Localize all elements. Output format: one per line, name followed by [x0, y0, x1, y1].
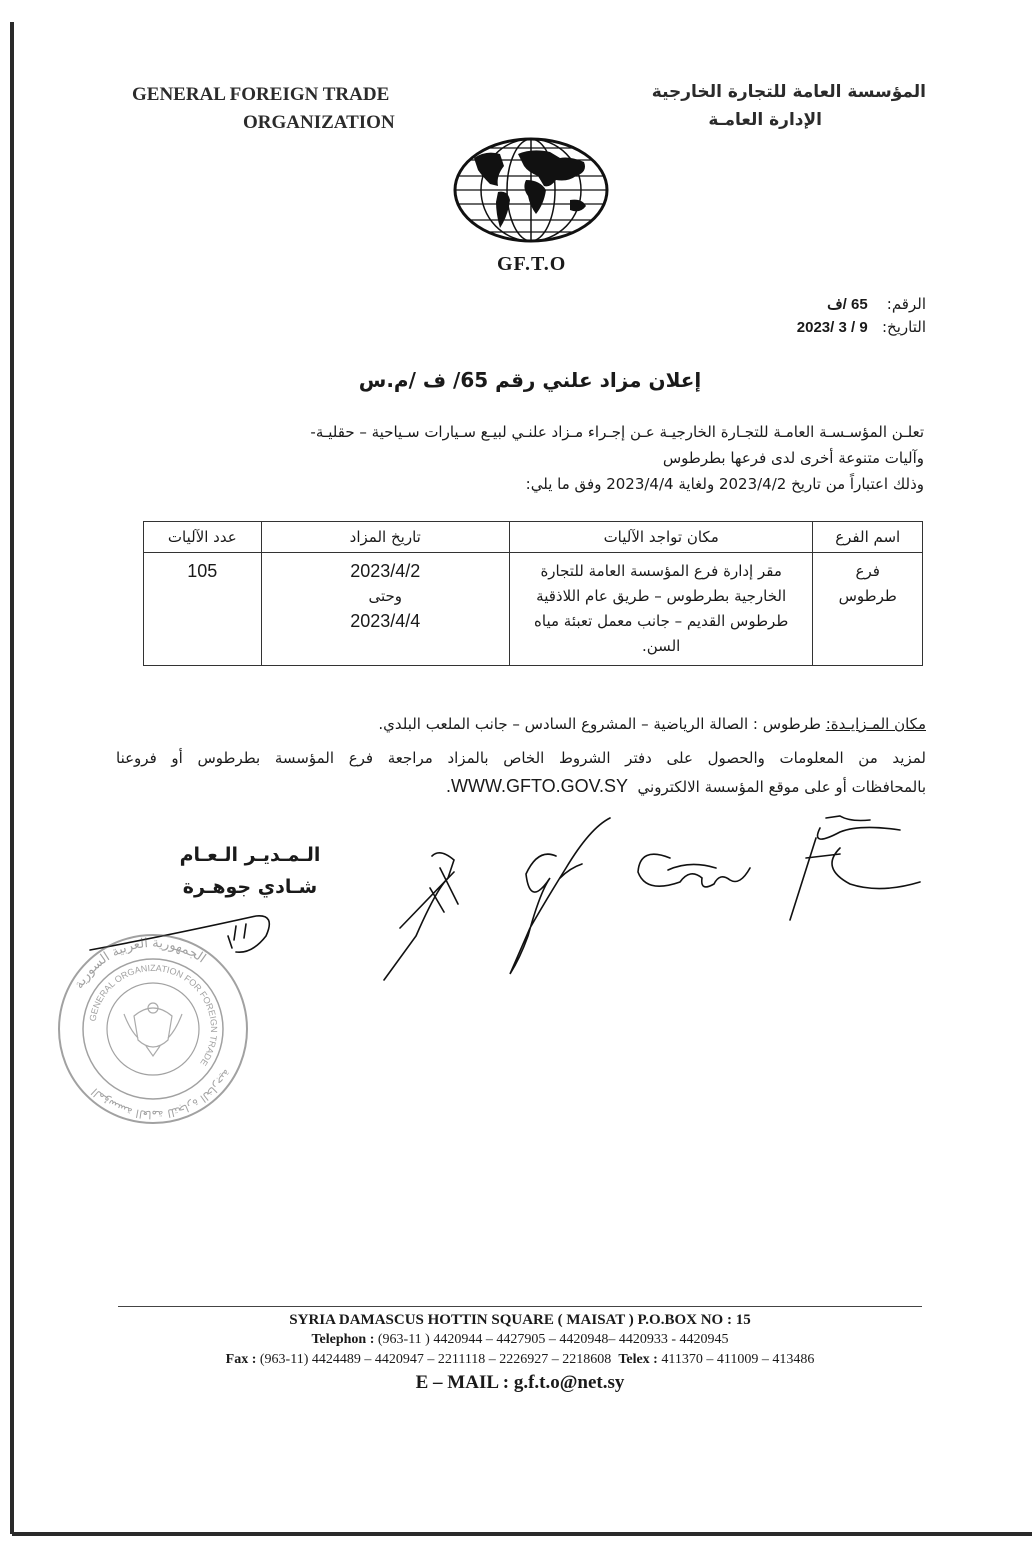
- org-name-ar-line2: الإدارة العامـة: [708, 110, 822, 130]
- venue-line: [126, 712, 926, 737]
- date-value: 9 / 3 /2023: [796, 319, 868, 336]
- date-from: 2023/4/2: [350, 561, 421, 581]
- globe-logo-icon: [452, 136, 610, 244]
- auction-table: [143, 521, 923, 666]
- org-name-ar-line1: المؤسسة العامة للتجارة الخارجية: [651, 82, 926, 102]
- info-line-2-text: بالمحافظات أو على موقع المؤسسة الالكتروني: [637, 778, 926, 796]
- website-link[interactable]: WWW.GFTO.GOV.SY.: [445, 776, 628, 796]
- location-line-1: مقر إدارة فرع المؤسسة العامة للتجارة: [540, 562, 782, 580]
- reference-number: [706, 295, 926, 313]
- footer-fax: [118, 1352, 922, 1368]
- branch-line-1: فرع: [855, 562, 880, 580]
- venue-text: طرطوس : الصالة الرياضية – المشروع السادس – جانب الملعب البلدي.: [378, 715, 826, 733]
- footer-email: [118, 1372, 922, 1394]
- stamp-outer-text-bottom: المؤسسة العامة للتجارة الخارجية: [88, 1066, 234, 1122]
- header-count: عدد الآليات: [144, 522, 262, 553]
- telex-numbers: 411370 – 411009 – 413486: [657, 1352, 815, 1367]
- number-value: 65 /ف: [827, 296, 868, 313]
- director-title: الـمـديـر الـعـام: [179, 844, 321, 866]
- stamp-ring-text: GENERAL ORGANIZATION FOR FOREIGN TRADE: [87, 962, 220, 1068]
- scan-edge-bottom: [12, 1532, 1032, 1536]
- email-label: E – MAIL :: [415, 1372, 510, 1393]
- cell-count: [144, 553, 262, 666]
- info-line-2: [116, 774, 926, 800]
- date-to: 2023/4/4: [350, 611, 421, 631]
- telex-label: Telex :: [618, 1352, 658, 1367]
- location-line-2: الخارجية بطرطوس – طريق عام اللاذقية: [536, 587, 787, 605]
- branch-line-2: طرطوس: [838, 587, 897, 605]
- cell-location: [509, 553, 813, 666]
- fax-numbers: (963-11) 4424489 – 4420947 – 2211118 – 2226927 – 2218608: [256, 1352, 612, 1367]
- fax-label: Fax :: [225, 1352, 257, 1367]
- vehicle-count: 105: [187, 561, 218, 581]
- header-date: تاريخ المزاد: [261, 522, 509, 553]
- table-row: [144, 553, 923, 666]
- org-name-en-line1: GENERAL FOREIGN TRADE: [132, 84, 390, 105]
- number-label: الرقم:: [886, 295, 926, 313]
- official-stamp-icon: [54, 930, 252, 1128]
- document-title: إعلان مزاد علني رقم 65/ ف /م.س: [358, 368, 702, 392]
- footer-divider: [118, 1306, 922, 1307]
- reference-date: [706, 318, 926, 336]
- intro-line-2: وآليات متنوعة أخرى لدى فرعها بطرطوس: [662, 449, 924, 467]
- location-line-4: السن.: [642, 637, 681, 655]
- header-location: مكان تواجد الآليات: [509, 522, 813, 553]
- org-name-en-line2: ORGANIZATION: [243, 112, 395, 133]
- email-address[interactable]: g.f.t.o@net.sy: [509, 1372, 625, 1393]
- cell-branch: [813, 553, 923, 666]
- cell-date: [261, 553, 509, 666]
- director-name: شـادي جوهـرة: [182, 876, 318, 898]
- date-label: التاريخ:: [882, 318, 926, 336]
- date-separator: وحتى: [368, 587, 403, 605]
- stamp-outer-text: الجمهورية العربية السورية: [71, 935, 209, 992]
- signatures-icon: [370, 808, 960, 988]
- intro-line-3: وذلك اعتباراً من تاريخ 2023/4/2 ولغاية 2023/4/4 وفق ما يلي:: [525, 475, 924, 493]
- telephone-label: Telephon :: [311, 1332, 375, 1347]
- venue-label: مكان المـزايـدة:: [825, 715, 926, 733]
- logo-caption: GF.T.O: [497, 253, 567, 275]
- table-header-row: [144, 522, 923, 553]
- svg-text:GENERAL ORGANIZATION FOR FOREI: [87, 963, 219, 1068]
- intro-line-1: تعلـن المؤسـسـة العامـة للتجـارة الخارجيـة عـن إجـراء مـزاد علنـي لبيـع سـيارات سـياحية – حقليـة-: [310, 423, 924, 441]
- footer-telephone: [118, 1332, 922, 1348]
- location-line-3: طرطوس القديم – جانب معمل تعبئة مياه: [534, 612, 789, 630]
- scan-edge-left: [10, 22, 14, 1534]
- info-line-1: لمزيد من المعلومات والحصول على دفتر الشروط الخاص بالمزاد مراجعة فرع المؤسسة بطرطوس أو فروعنا: [116, 749, 926, 767]
- footer-address: SYRIA DAMASCUS HOTTIN SQUARE ( MAISAT ) P.O.BOX NO : 15: [289, 1312, 751, 1328]
- telephone-numbers: (963-11 ) 4420944 – 4427905 – 4420948– 4420933 - 4420945: [374, 1332, 729, 1347]
- header-branch: اسم الفرع: [813, 522, 923, 553]
